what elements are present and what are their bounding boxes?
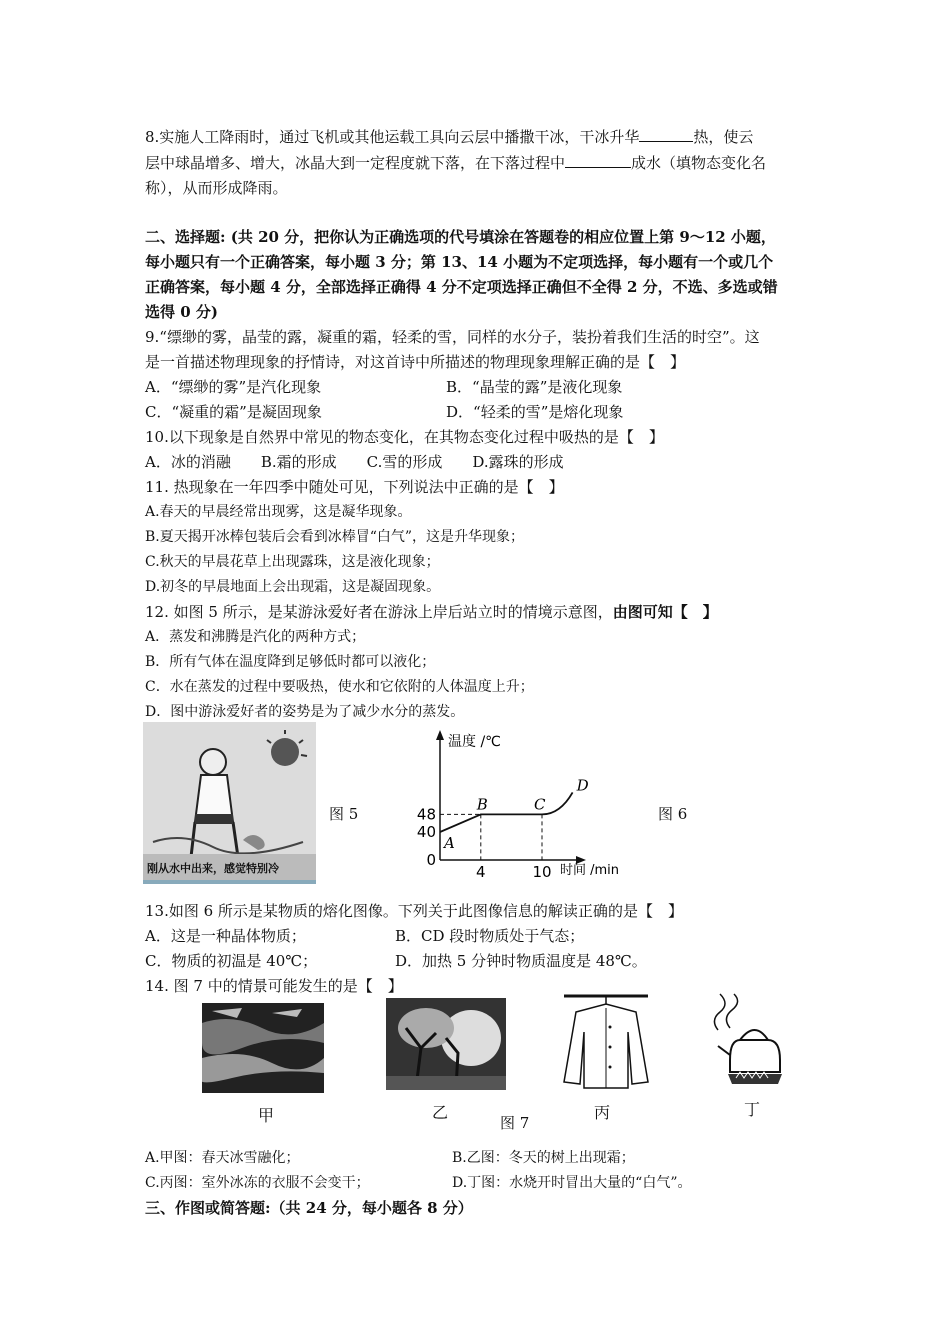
point-label-c: C xyxy=(534,795,546,814)
q9-option-c[interactable]: C．“凝重的霜”是凝固现象 xyxy=(145,403,322,421)
q11-stem: 11. 热现象在一年四季中随处可见，下列说法中正确的是【 】 xyxy=(145,478,564,496)
section3-heading: 三、作图或简答题:（共 24 分，每小题各 8 分） xyxy=(145,1199,473,1217)
q14-option-a[interactable]: A.甲图：春天冰雪融化； xyxy=(145,1150,300,1166)
figure5-swimmer-image xyxy=(143,722,316,884)
x-tick-label: 4 xyxy=(476,863,486,878)
q11-option-a[interactable]: A.春天的早晨经常出现雾，这是凝华现象。 xyxy=(145,504,412,520)
y-axis-label: 温度 /℃ xyxy=(448,734,501,750)
q14-option-d[interactable]: D.丁图：水烧开时冒出大量的“白气”。 xyxy=(452,1175,692,1191)
q10-options[interactable]: A．冰的消融 B.霜的形成 C.雪的形成 D.露珠的形成 xyxy=(145,453,564,471)
answer-blank[interactable] xyxy=(565,153,631,168)
q13-option-b[interactable]: B．CD 段时物质处于气态； xyxy=(395,927,585,945)
figure7-yi-image xyxy=(386,998,506,1090)
q12-stem-bold: 由图可知【 】 xyxy=(612,603,718,621)
figure7-caption: 图 7 xyxy=(500,1114,530,1132)
q13-option-a[interactable]: A．这是一种晶体物质； xyxy=(145,927,306,945)
q8-text1-tail: 热，使云 xyxy=(693,128,754,146)
q8-line1 xyxy=(145,126,753,148)
figure7-ding-image xyxy=(700,990,794,1086)
q8-line3: 称），从而形成降雨。 xyxy=(145,179,288,197)
q14-option-b[interactable]: B.乙图：冬天的树上出现霜； xyxy=(452,1150,635,1166)
figure7-bing-image xyxy=(562,992,650,1090)
melting-curve xyxy=(440,792,573,832)
q9-option-b[interactable]: B．“晶莹的露”是液化现象 xyxy=(446,378,623,396)
q13-stem: 13.如图 6 所示是某物质的熔化图像。下列关于此图像信息的解读正确的是【 】 xyxy=(145,902,683,920)
q13-option-d[interactable]: D．加热 5 分钟时物质温度是 48℃。 xyxy=(395,952,647,970)
section2-line4: 选得 0 分) xyxy=(145,303,218,321)
q11-option-c[interactable]: C.秋天的早晨花草上出现露珠，这是液化现象； xyxy=(145,554,440,570)
section2-line1: 二、选择题: (共 20 分，把你认为正确选项的代号填涂在答题卷的相应位置上第 9～12 小题， xyxy=(145,228,776,246)
q9-line2: 是一首描述物理现象的抒情诗，对这首诗中所描述的物理现象理解正确的是【 】 xyxy=(145,353,686,371)
q12-option-a[interactable]: A．蒸发和沸腾是汽化的两种方式； xyxy=(145,629,366,645)
figure6-melting-chart xyxy=(410,728,640,878)
x-axis-label: 时间 /min xyxy=(560,863,620,878)
answer-blank[interactable] xyxy=(639,127,693,142)
q12-option-c[interactable]: C．水在蒸发的过程中要吸热，使水和它依附的人体温度上升； xyxy=(145,679,534,695)
section2-line2: 每小题只有一个正确答案，每小题 3 分；第 13、14 小题为不定项选择，每小题有一个或几个 xyxy=(145,253,774,271)
y-axis-arrow xyxy=(436,730,444,740)
q8-text1: 8.实施人工降雨时，通过飞机或其他运载工具向云层中播撒干冰，干冰升华 xyxy=(145,128,640,146)
q12-option-d[interactable]: D．图中游泳爱好者的姿势是为了减少水分的蒸发。 xyxy=(145,704,465,720)
q11-option-b[interactable]: B.夏天揭开冰棒包装后会看到冰棒冒“白气”，这是升华现象； xyxy=(145,529,525,545)
point-label-d: D xyxy=(576,776,589,795)
section2-line3: 正确答案，每小题 4 分，全部选择正确得 4 分不定项选择正确但不全得 2 分，不选、多选或错 xyxy=(145,278,778,296)
q14-stem: 14. 图 7 中的情景可能发生的是【 】 xyxy=(145,977,403,995)
swimmer-illustration xyxy=(143,722,316,880)
q12-option-b[interactable]: B．所有气体在温度降到足够低时都可以液化； xyxy=(145,654,436,670)
q10-stem: 10.以下现象是自然界中常见的物态变化，在其物态变化过程中吸热的是【 】 xyxy=(145,428,664,446)
q12-stem-text: 12. 如图 5 所示，是某游泳爱好者在游泳上岸后站立时的情境示意图， xyxy=(145,603,613,621)
figure7-jia-image xyxy=(202,1003,324,1093)
q8-line2 xyxy=(145,152,766,174)
figure7-label-jia: 甲 xyxy=(258,1106,275,1125)
q13-option-c[interactable]: C．物质的初温是 40℃； xyxy=(145,952,318,970)
figure7-label-ding: 丁 xyxy=(744,1100,761,1119)
q14-option-c[interactable]: C.丙图：室外冰冻的衣服不会变干； xyxy=(145,1175,370,1191)
point-label-b: B xyxy=(476,795,488,814)
figure7-label-yi: 乙 xyxy=(432,1103,449,1122)
figure7-label-bing: 丙 xyxy=(594,1103,611,1122)
photo-caption: 刚从水中出来，感觉特别冷 xyxy=(147,862,279,875)
q9-option-a[interactable]: A．“缥缈的雾”是汽化现象 xyxy=(145,378,322,396)
figure6-caption: 图 6 xyxy=(658,805,688,823)
figure5-caption: 图 5 xyxy=(329,805,359,823)
q12-stem xyxy=(145,601,718,623)
point-label-a: A xyxy=(444,834,455,852)
q11-option-d[interactable]: D.初冬的早晨地面上会出现霜，这是凝固现象。 xyxy=(145,579,441,595)
q8-text2: 层中球晶增多、增大，冰晶大到一定程度就下落，在下落过程中 xyxy=(145,154,566,172)
q9-option-d[interactable]: D．“轻柔的雪”是熔化现象 xyxy=(446,403,624,421)
q9-line1: 9.“缥缈的雾，晶莹的露，凝重的霜，轻柔的雪，同样的水分子，装扮着我们生活的时空”。这 xyxy=(145,328,760,346)
x-tick-label: 10 xyxy=(532,863,552,878)
x-tick-label: 0 xyxy=(426,851,436,869)
y-tick-label: 48 xyxy=(416,805,436,824)
q8-text2-tail: 成水（填物态变化名 xyxy=(631,154,767,172)
y-tick-label: 40 xyxy=(416,823,436,841)
